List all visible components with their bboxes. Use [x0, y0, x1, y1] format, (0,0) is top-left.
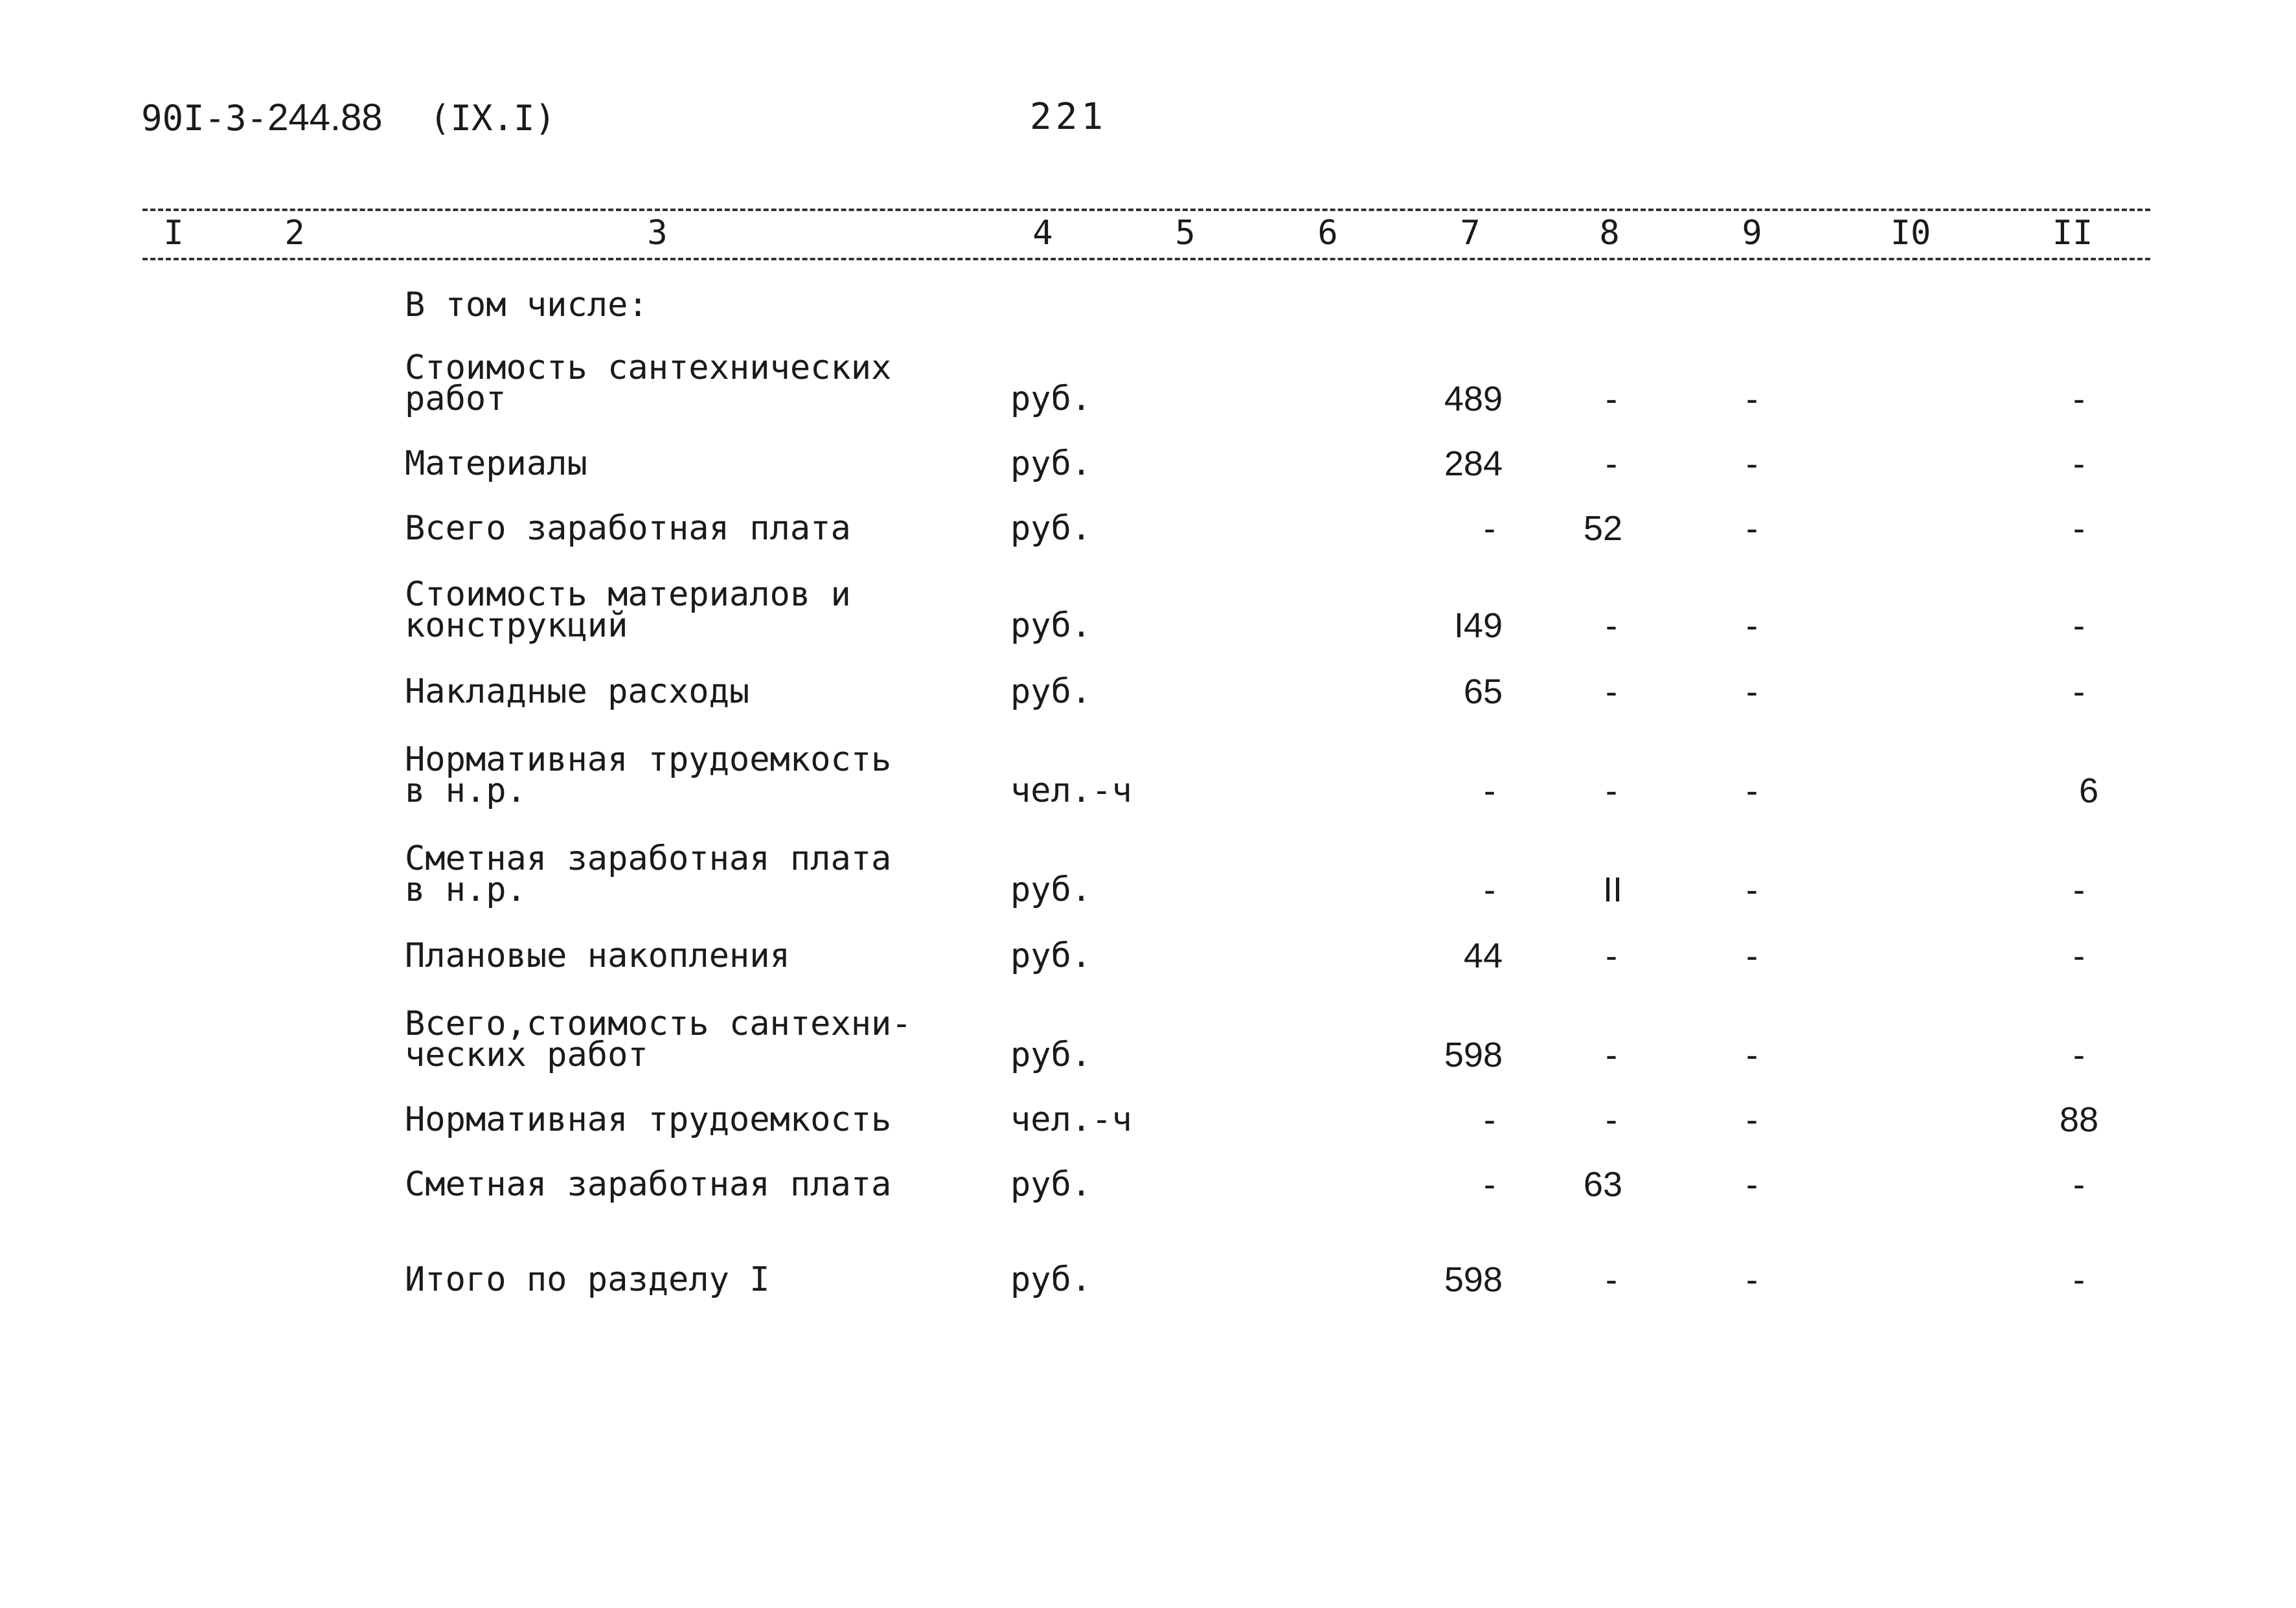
column-number-10: I0: [1890, 214, 1931, 253]
row-5-label-line-1: Накладные расходы: [405, 672, 750, 711]
row-1-col-11: -: [2073, 379, 2085, 418]
row-4-col-9: -: [1746, 606, 1758, 645]
document-code-section: (IX.I): [429, 98, 556, 139]
row-7-col-11: -: [2073, 870, 2085, 909]
row-6-col-7: -: [1484, 771, 1495, 810]
row-11-label-line-1: Сметная заработная плата: [405, 1165, 892, 1204]
column-number-8: 8: [1599, 214, 1620, 253]
row-7-unit: руб.: [1010, 870, 1092, 909]
column-number-11: II: [2052, 214, 2093, 253]
row-10-col-7: -: [1484, 1100, 1495, 1139]
row-1-col-9: -: [1746, 379, 1758, 418]
column-number-3: 3: [647, 214, 668, 253]
row-9-label-line-1: Всего,стоимость сантехни-: [405, 1004, 912, 1043]
row-12-unit: руб.: [1010, 1260, 1092, 1299]
row-2-label-line-1: Материалы: [405, 444, 587, 483]
row-1-label-line-1: Стоимость сантехнических: [405, 348, 892, 387]
row-2-col-8: -: [1606, 444, 1617, 483]
row-1-unit: руб.: [1010, 379, 1092, 418]
column-number-2: 2: [284, 214, 305, 253]
row-9-col-11: -: [2073, 1036, 2085, 1074]
row-10-col-8: -: [1606, 1100, 1617, 1139]
row-5-col-9: -: [1746, 672, 1758, 711]
row-11-col-7: -: [1484, 1165, 1495, 1204]
row-4-col-7: I49: [1453, 606, 1503, 645]
column-number-6: 6: [1317, 214, 1338, 253]
row-5-col-8: -: [1606, 672, 1617, 711]
row-1-label-line-2: работ: [405, 379, 506, 418]
row-10-label-line-1: Нормативная трудоемкость: [405, 1100, 892, 1139]
row-2-col-11: -: [2073, 444, 2085, 483]
row-7-col-7: -: [1484, 870, 1495, 909]
row-12-col-8: -: [1606, 1260, 1617, 1299]
row-8-label-line-1: Плановые накопления: [405, 936, 790, 975]
row-6-col-9: -: [1746, 771, 1758, 810]
row-7-col-9: -: [1746, 870, 1758, 909]
row-11-col-11: -: [2073, 1165, 2085, 1204]
row-9-col-9: -: [1746, 1036, 1758, 1074]
row-3-label-line-1: Всего заработная плата: [405, 509, 851, 548]
column-number-1: I: [163, 214, 184, 253]
document-code-prefix: 90I-3-: [141, 98, 268, 139]
document-code-handwritten: 244.88: [267, 96, 383, 139]
row-6-col-8: -: [1606, 771, 1617, 810]
row-6-unit: чел.-ч: [1010, 771, 1132, 810]
row-2-col-9: -: [1746, 444, 1758, 483]
column-number-7: 7: [1460, 214, 1481, 253]
row-7-col-8: II: [1602, 870, 1622, 909]
row-7-label-line-2: в н.р.: [405, 870, 527, 909]
row-6-label-line-2: в н.р.: [405, 771, 527, 810]
row-10-col-11: 88: [2059, 1100, 2098, 1139]
row-5-col-11: -: [2073, 672, 2085, 711]
column-number-5: 5: [1175, 214, 1196, 253]
row-3-col-11: -: [2073, 509, 2085, 548]
row-7-label-line-1: Сметная заработная плата: [405, 839, 892, 878]
row-4-label-line-2: конструкций: [405, 606, 628, 645]
row-12-label-line-1: Итого по разделу I: [405, 1260, 770, 1299]
row-8-col-9: -: [1746, 936, 1758, 975]
page-number: 221: [1030, 96, 1108, 138]
row-4-label-line-1: Стоимость материалов и: [405, 575, 851, 614]
row-3-col-8: 52: [1583, 509, 1622, 548]
row-2-col-7: 284: [1444, 444, 1503, 483]
column-number-9: 9: [1742, 214, 1762, 253]
row-8-col-7: 44: [1463, 936, 1503, 975]
row-5-col-7: 65: [1463, 672, 1503, 711]
row-5-unit: руб.: [1010, 672, 1092, 711]
row-4-unit: руб.: [1010, 606, 1092, 645]
row-10-unit: чел.-ч: [1010, 1100, 1132, 1139]
row-3-col-9: -: [1746, 509, 1758, 548]
column-number-4: 4: [1032, 214, 1053, 253]
row-11-col-8: 63: [1583, 1165, 1622, 1204]
row-4-col-11: -: [2073, 606, 2085, 645]
row-8-unit: руб.: [1010, 936, 1092, 975]
row-12-col-7: 598: [1444, 1260, 1503, 1299]
row-10-col-9: -: [1746, 1100, 1758, 1139]
row-12-col-11: -: [2073, 1260, 2085, 1299]
row-4-col-8: -: [1606, 606, 1617, 645]
row-9-label-line-2: ческих работ: [405, 1036, 648, 1074]
row-3-col-7: -: [1484, 509, 1495, 548]
row-9-col-8: -: [1606, 1036, 1617, 1074]
row-6-label-line-1: Нормативная трудоемкость: [405, 740, 892, 779]
row-3-unit: руб.: [1010, 509, 1092, 548]
row-2-unit: руб.: [1010, 444, 1092, 483]
row-1-col-8: -: [1606, 379, 1617, 418]
intro-label: В том числе:: [405, 286, 648, 324]
row-8-col-8: -: [1606, 936, 1617, 975]
row-8-col-11: -: [2073, 936, 2085, 975]
row-11-col-9: -: [1746, 1165, 1758, 1204]
row-1-col-7: 489: [1444, 379, 1503, 418]
row-6-col-11: 6: [2078, 771, 2098, 810]
row-9-unit: руб.: [1010, 1036, 1092, 1074]
row-11-unit: руб.: [1010, 1165, 1092, 1204]
row-9-col-7: 598: [1444, 1036, 1503, 1074]
row-12-col-9: -: [1746, 1260, 1758, 1299]
